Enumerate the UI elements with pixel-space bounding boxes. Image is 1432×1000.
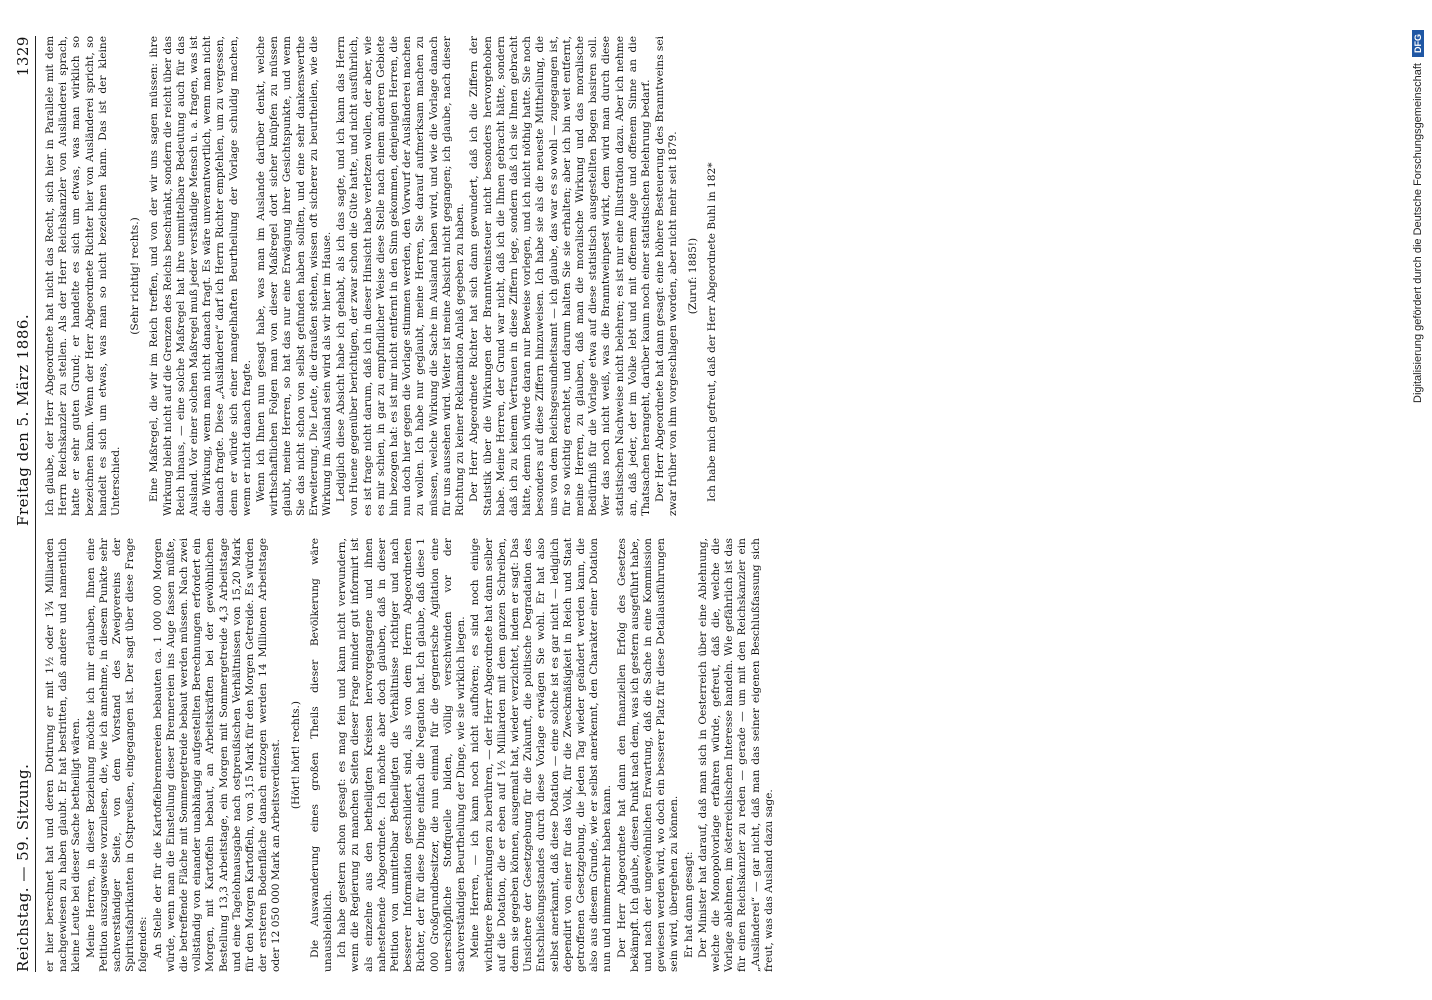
header-left-title: Reichstag. — 59. Sitzung.: [14, 763, 32, 972]
paragraph: Ich habe mich gefreut, daß der Herr Abgeordnete Buhl in 182*: [705, 162, 718, 502]
watermark-text: Digitalisierung gefördert durch die Deutsche Forschungsgemeinschaft: [1412, 63, 1424, 403]
paragraph: Ich glaube, der Herr Abgeordnete hat nicht das Recht, sich hier in Parallele mit dem Herrn Reichskanzler zu stellen. Als der Herr Reichskanzler von Ausländerei sprach, hatte er sehr guten Grund; er handelte es sich um etwas, was man wirklich so bezeichnen kann. Wenn der Herr Abgeordnete Richter hier von Ausländerei spricht, so handelt es sich um etwas, was man so nicht bezeichnen kann. Das ist der kleine Unterschied.: [44, 36, 123, 516]
paragraph: Der Herr Abgeordnete Richter hat sich dann gewundert, daß ich die Ziffern der Statistik über die Wirkungen der Branntweinsteuer nicht besonders hervorgehoben habe. Meine Herren, der Grund war nicht, daß ich die Ihnen gebracht hätte, sondern daß ich zu keinem Vertrauen in diese Ziffern lege, sondern daß ich sie Ihnen gebracht hätte, denn ich würde daran nur Beweise vorlegen, und ich nicht nöthig hatte. Sie noch besonders auf diese Ziffern hinzuweisen. Ich habe sie als die neueste Mittheilung, die uns von dem Reichsgesundheitsamt — ich glaube, das war es so wohl — zugegangen ist, für so wichtig erachtet, und darum halten Sie sie erhalten; aber ich bin weit entfernt, meine Herren, zu glauben, daß man die moralische Wirkung und das moralische Bedürfniß für die Vorlage etwa auf diese statistisch ausgestellten Bogen basiren soll. Wer das noch nicht weiß, was die Branntweinpest wirkt, dem wird man durch diese statistischen Nachweise nicht belehren; es ist nur eine Illustration dazu. Aber ich nehme an, daß jeder, der im Volke lebt und mit offenem Auge und offenem Sinne an die Thatsachen herangeht, darüber kaum noch einer statistischen Belehrung bedarf.: [468, 36, 652, 516]
paragraph: Wenn ich Ihnen nun gesagt habe, was man im Auslande darüber denkt, welche wirthschaftlichen Folgen man von dieser Maßregel dort sicher knüpfen zu müssen glaubt, meine Herren, so hat das nur eine Erwägung ihrer Gesichtspunkte, und wenn Sie das nicht schon von selbst gefunden haben sollten, und eine sehr dankenswerthe Erweiterung. Die Leute, die draußen stehen, wissen oft sicherer zu beurtheilen, wie die Wirkung im Ausland sein wird als wir hier im Hause.: [255, 36, 334, 516]
dfg-logo: DFG: [1412, 30, 1424, 57]
watermark: [1408, 30, 1428, 980]
paragraph: Eine Maßregel, die wir im Reich treffen, und von der wir uns sagen müssen: ihre Wirkung bleibt nicht auf die Grenzen des Reichs beschränkt, sondern die reicht über das Reich hinaus, — eine solche Maßregel hat ihre unmittelbare Bedeutung auch für das Ausland. Vor einer solchen Maßregel muß jeder verständige Mensch u. a. fragen, was ist die Wirkung, wenn man nicht danach fragt. Es wäre unverantwortlich, wenn man nicht danach fragte. Diese „Ausländerei“ darf ich Herrn Richter empfehlen, um zu vergessen, denn er würde sich einer mangelhaften Beurtheilung der Vorlage schuldig machen, wenn er nicht danach fragte.: [148, 36, 253, 516]
paragraph: Er hat dann gesagt:: [682, 851, 695, 958]
page-header: [0, 36, 32, 972]
paragraph: Der Herr Abgeordnete hat dann den finanziellen Erfolg des Gesetzes bekämpft. Ich glaube, diesen Punkt nach dem, was ich gestern ausgeführt habe, und nach der ungewöhnlichen Erwartung, daß die Sache in eine Kommission gewiesen werden wird, wo doch ein besserer Platz für diese Detailausführungen sein wird, übergehen zu können.: [615, 538, 681, 972]
interjection: (Hört! hört! rechts.): [289, 700, 302, 810]
paragraph: er hier berechnet hat und deren Dotirung er mit 1½ oder 1¾ Milliarden nachgewiesen zu haben glaubt. Er hat bestritten, daß andere und namentlich kleine Leute bei dieser Sache betheiligt wären.: [44, 538, 83, 972]
interjection: (Sehr richtig! rechts.): [129, 217, 142, 335]
left-column: [44, 538, 777, 972]
header-right-title: Freitag den 5. März 1886.: [14, 313, 32, 526]
paragraph: Meine Herren, in dieser Beziehung möchte ich mir erlauben, Ihnen eine Petition auszugsweise vorzulesen, die, wie ich annehme, in diesem Punkte sehr sachverständiger Seite, von dem Vorstand des Zweigvereins der Spiritusfabrikanten in Ostpreußen, eingegangen ist. Der sagt über diese Frage folgendes:: [84, 538, 150, 972]
paragraph: Lediglich diese Absicht habe ich gehabt, als ich das sagte, und ich kann das Herrn von Huene gegenüber berichtigen, der zwar schon die Güte hatte, und nicht ausführlich, es ist frage nicht darum, daß ich in dieser Hinsicht habe verletzen wollen, der aber, wie es mir schien, in gar zu empfindlicher Weise diese Stelle nach einem anderen Gebiete hin bezogen hat: es ist mir nicht entfernt in den Sinn gekommen, denjenigen Herren, die nun doch hier gegen die Vorlage stimmen werden, den Vorwurf der Ausländerei machen zu wollen. Ich habe nur geglaubt, meine Herren, Sie darauf aufmerksam machen zu müssen, welche Wirkung die Sache im Ausland haben wird, und wie die Vorlage danach für uns aussehen wird. Weiter ist meine Absicht nicht gegangen; ich glaube, nach dieser Richtung zu keiner Reklamation Anlaß gegeben zu haben.: [335, 36, 467, 516]
paragraph: Der Minister hat darauf, daß man sich in Oesterreich über eine Ablehnung, welche die Monopolvorlage erfahren würde, gefreut, daß die, welche die Vorlage ablehnen, im österreichischen Interesse handeln. Wie gefährlich ist das für einen Reichskanzler zu reden — gerade — um mit den Reichskanzler ein „Ausländerei“ — gar nicht, daß man das seiner eigenen Beschlußfassung sich freut, was das Ausland dazu sage.: [696, 538, 775, 972]
paragraph: Der Herr Abgeordnete hat dann gesagt: eine höhere Besteuerung des Branntweins sei zwar früher von ihm vorgeschlagen worden, aber nicht mehr seit 1879.: [654, 36, 680, 516]
paragraph: Ich habe gestern schon gesagt: es mag fein und kann nicht verwundern, wenn die Regierung zu manchen Seiten dieser Frage minder gut informirt ist als einzelne aus den betheiligten Kreisen hervorgegangene und ihnen nahestehende Abgeordnete. Ich möchte aber doch glauben, daß in dieser Petition von unmittelbar Betheiligten die Verhältnisse richtiger und nach besserer Information geschildert sind, als von dem Herrn Abgeordneten Richter, der für diese Dinge einfach die Negation hat. Ich glaube, daß diese 1 000 Großgrundbesitzer, die nun einmal für die gegnerische Agitation eine unerschöpfliche Stoffquelle bilden, völlig verschwinden vor der sachverständigen Beurtheilung der Dinge, wie sie wirklich liegen.: [336, 538, 468, 972]
page-number: 1329: [14, 36, 32, 77]
paragraph: An Stelle der für die Kartoffelbrennereien bebauten ca. 1 000 000 Morgen würde, wenn man die Einstellung dieser Brennereien ins Auge fassen müßte, die betreffende Fläche mit Sommergetreide bebaut werden müssen. Nach zwei vollständig von einander unabhängig aufgestellten Berechnungen erfordert ein Morgen, mit Kartoffeln bebaut, an Arbeitskräften bei der gewöhnlichen Bestellung 13,3 Arbeitstage, ein Morgen mit Sommergetreide 4,3 Arbeitstage und eine Tagelohnausgabe nach ostpreußischen Verhältnissen von 15,20 Mark für den Morgen Kartoffeln, von 3,15 Mark für den Morgen Getreide. Es würden der ersteren Bodenfläche danach entzogen werden 14 Millionen Arbeitstage oder 12 050 000 Mark an Arbeitsverdienst.: [151, 538, 283, 972]
paragraph: Die Auswanderung eines großen Theils dieser Bevölkerung wäre unausbleiblich.: [308, 538, 335, 972]
paragraph: Meine Herren, — ich kann noch nicht aufhören; es sind noch einige wichtigere Bemerkungen zu berühren, — der Herr Abgeordnete hat dann selber auf die Dotation, die er eben auf 1½ Milliarden mit dem ganzen Schreiben, denn sie gegeben können, ausgemalt hat, wieder verzichtet, indem er sagt: Das Unsichere der Gesetzgebung für die Zukunft, die politische Degradation des Entschließungsstandes durch diese Vorlage erwägen Sie wohl. Er hat also selbst anerkannt, daß diese Dotation — eine solche ist es gar nicht — lediglich dependirt von einer für das Volk, für die Zweckmäßigkeit in Reich und Staat getroffenen Gesetzgebung, die jeden Tag wieder geändert werden kann, die also aus diesem Grunde, wie er selbst anerkennt, den Charakter einer Dotation nun und nimmermehr haben kann.: [469, 538, 614, 972]
header-rule: [35, 36, 36, 972]
right-column: [44, 36, 720, 516]
interjection: (Zuruf: 1885!): [686, 237, 699, 315]
